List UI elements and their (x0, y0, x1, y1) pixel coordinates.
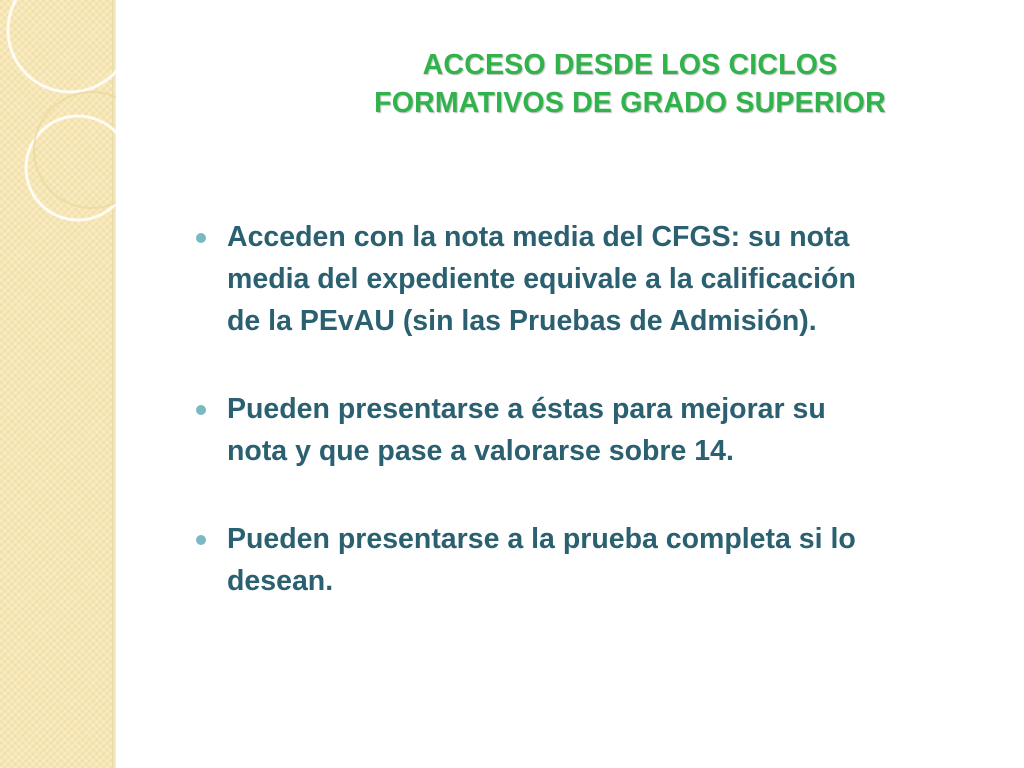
decorative-circles (0, 0, 116, 300)
decorative-ring-large (8, 0, 116, 92)
slide-title (290, 46, 970, 122)
title-line-1: ACCESO DESDE LOS CICLOS (422, 49, 838, 81)
bullet-text-line: Acceden con la nota media del CFGS: su nota (227, 221, 850, 253)
bullet-item-prueba-completa (192, 518, 982, 602)
bullet-dot-icon (196, 233, 206, 243)
decorative-ring-inner (34, 92, 116, 208)
bullet-dot-icon (196, 405, 206, 415)
bullet-text-line: Pueden presentarse a éstas para mejorar su (227, 393, 826, 425)
bullet-item-nota-media (192, 216, 982, 342)
title-line-2: FORMATIVOS DE GRADO SUPERIOR (374, 87, 886, 119)
bullet-text-line: de la PEvAU (sin las Pruebas de Admisión). (227, 305, 817, 337)
bullet-dot-icon (196, 535, 206, 545)
bullet-text-line: media del expediente equivale a la calificación (227, 263, 856, 295)
bullet-text-line: Pueden presentarse a la prueba completa si lo (227, 523, 856, 555)
bullet-item-mejorar-nota (192, 388, 982, 472)
bullet-text-line: nota y que pase a valorarse sobre 14. (227, 435, 734, 467)
bullet-text-line: desean. (227, 565, 334, 597)
bullet-list (192, 216, 982, 602)
